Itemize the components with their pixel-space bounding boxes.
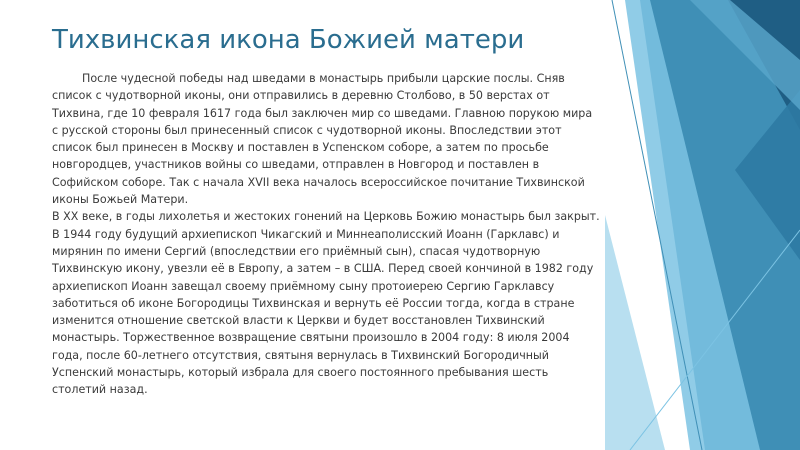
decor-shape-pale xyxy=(605,215,665,450)
slide-title: Тихвинская икона Божией матери xyxy=(52,25,525,55)
paragraph-20th-century: В XX веке, в годы лихолетья и жестоких гонений на Церковь Божию монастырь был закрыт. В 1944 году будущий архиепископ Чикагский и Миннеаполисский Иоанн (Гарклавс) и мирянин по имени Сергий (впоследствии его приёмный сын), спасая чудотворную Тихвинскую икону, увезли её в Европу, а затем – в США. Перед своей кончиной в 1982 году архиепископ Иоанн завещал своему приёмному сыну протоиерею Сергию Гарклавсу заботиться об иконе Богородицы Тихвинская и вернуть её России тогда, когда в стране изменится отношение светской власти к Церкви и будет восстановлен Тихвинский монастырь. Торжественное возвращение святыни произошло в 2004 году: 8 июля 2004 года, после 60-летнего отсутствия, святыня вернулась в Тихвинский Богородичный Успенский монастырь, который избрала для своего постоянного пребывания шесть столетий назад. xyxy=(52,210,600,397)
slide-body xyxy=(52,70,600,399)
paragraph-victory: После чудесной победы над шведами в монастырь прибыли царские послы. Сняв список с чудотворной иконы, они отправились в деревню Столбово, в 50 верстах от Тихвина, где 10 февраля 1617 года был заключен мир со шведами. Главною порукою мира с русской стороны был принесенный список с чудотворной иконы. Впоследствии этот список был принесен в Москву и поставлен в Успенском соборе, а затем по просьбе новгородцев, участников войны со шведами, отправлен в Новгород и поставлен в Софийском соборе. Так с начала XVII века началось всероссийское почитание Тихвинской иконы Божьей Матери. xyxy=(52,72,593,207)
